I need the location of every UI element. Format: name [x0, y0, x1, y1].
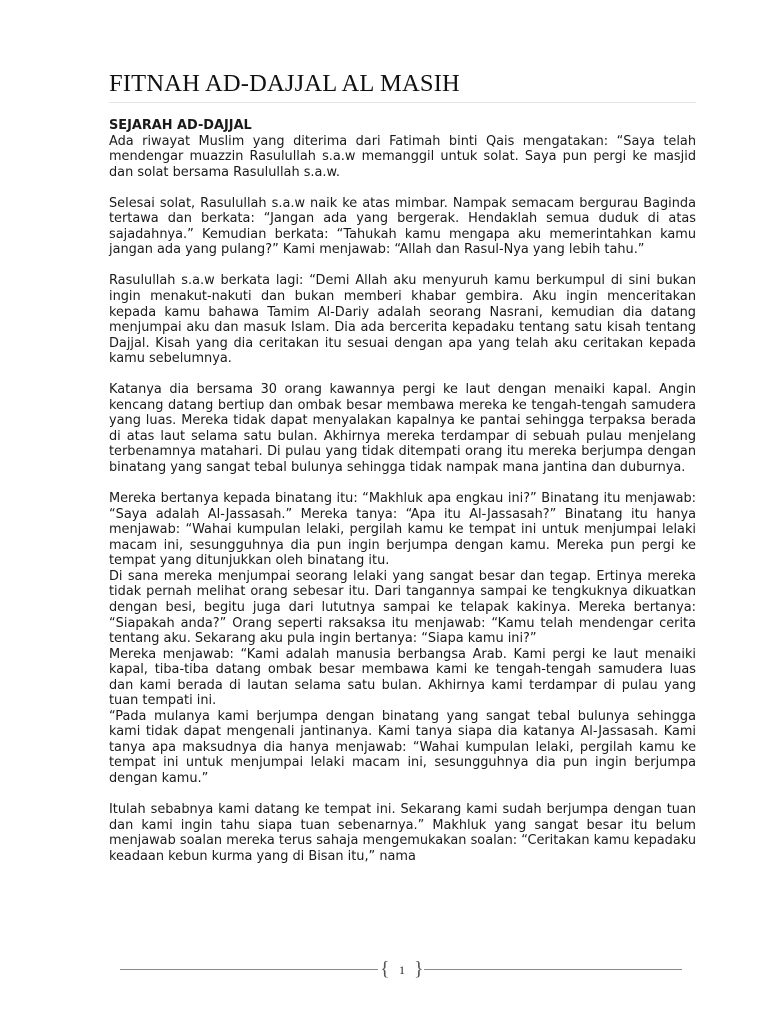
paragraph: Itulah sebabnya kami datang ke tempat ini. Sekarang kami sudah berjumpa dengan tuan dan kami ingin tahu siapa tuan sebenarnya.” Makhluk yang sangat besar itu belum menjawab soalan mereka terus sahaja mengemukakan soalan: “Ceritakan kamu kepadaku keadaan kebun kurma yang di Bisan itu,” nama: [109, 802, 696, 864]
paragraph: “Pada mulanya kami berjumpa dengan binatang yang sangat tebal bulunya sehingga kami tidak dapat mengenali jantinanya. Kami tanya siapa dia katanya Al-Jassasah. Kami tanya apa maksudnya dia hanya menjawab: “Wahai kumpulan lelaki, pergilah kamu ke tempat ini untuk menjumpai lelaki macam ini, sesungguhnya dia pun ingin berjumpa dengan kamu.”: [109, 708, 696, 786]
page-number: 1: [399, 963, 405, 977]
document-title: FITNAH AD-DAJJAL AL MASIH: [109, 70, 460, 97]
paragraph: Ada riwayat Muslim yang diterima dari Fatimah binti Qais mengatakan: “Saya telah mendengar muazzin Rasulullah s.a.w memanggil untuk solat. Saya pun pergi ke masjid dan solat bersama Rasulullah s.a.w.: [109, 133, 696, 180]
footer-rule-right: [424, 969, 682, 970]
title-divider: [109, 102, 696, 103]
left-brace-icon: {: [380, 958, 390, 980]
paragraph: Katanya dia bersama 30 orang kawannya pergi ke laut dengan menaiki kapal. Angin kencang datang bertiup dan ombak besar membawa mereka ke tengah-tengah samudera yang luas. Mereka tidak dapat menyalakan kapalnya ke pantai sehingga terpaksa berada di atas laut selama satu bulan. Akhirnya mereka terdampar di sebuah pulau menjelang terbenamnya matahari. Di pulau yang tidak ditempati orang itu mereka berjumpa dengan binatang yang sangat tebal bulunya sehingga tidak nampak mana jantina dan duburnya.: [109, 382, 696, 476]
paragraph: Di sana mereka menjumpai seorang lelaki yang sangat besar dan tegap. Ertinya mereka tidak pernah melihat orang sebesar itu. Dari tangannya sampai ke tengkuknya dikuatkan dengan besi, begitu juga dari lututnya sampai ke telapak kakinya. Mereka bertanya: “Siapakah anda?” Orang seperti raksaksa itu menjawab: “Kamu telah mendengar cerita tentang aku. Sekarang aku pula ingin bertanya: “Siapa kamu ini?”: [109, 568, 696, 647]
paragraph: Rasulullah s.a.w berkata lagi: “Demi Allah aku menyuruh kamu berkumpul di sini bukan ingin menakut-nakuti dan bukan memberi khabar gembira. Aku ingin menceritakan kepada kamu bahawa Tamim Al-Dariy adalah seorang Nasrani, kemudian dia datang menjumpai aku dan masuk Islam. Dia ada bercerita kepadaku tentang satu kisah tentang Dajjal. Kisah yang dia ceritakan itu sesuai dengan apa yang telah aku ceritakan kepada kamu sebelumnya.: [109, 273, 696, 367]
paragraph: Mereka menjawab: “Kami adalah manusia berbangsa Arab. Kami pergi ke laut menaiki kapal, tiba-tiba datang ombak besar membawa kami ke tengah-tengah samudera luas dan kami berada di lautan selama satu bulan. Akhirnya kami terdampar di pulau yang tuan tempati ini.: [109, 646, 696, 709]
footer-rule-left: [120, 969, 378, 970]
paragraph: Selesai solat, Rasulullah s.a.w naik ke atas mimbar. Nampak semacam bergurau Baginda tertawa dan berkata: “Jangan ada yang bergerak. Hendaklah semua duduk di atas sajadahnya.” Kemudian berkata: “Tahukah kamu mengapa aku memerintahkan kamu jangan ada yang pulang?” Kami menjawab: “Allah dan Rasul-Nya yang lebih tahu.”: [109, 195, 696, 258]
section-heading: SEJARAH AD-DAJJAL: [109, 118, 252, 133]
document-body: [109, 118, 696, 864]
right-brace-icon: }: [414, 958, 424, 980]
paragraph: Mereka bertanya kepada binatang itu: “Makhluk apa engkau ini?” Binatang itu menjawab: “Saya adalah Al-Jassasah.” Mereka tanya: “Apa itu Al-Jassasah?” Binatang itu hanya menjawab: “Wahai kumpulan lelaki, pergilah kamu ke tempat ini untuk menjumpai lelaki macam ini, sesungguhnya dia pun ingin berjumpa dengan kamu. Mereka pun pergi ke tempat yang ditunjukkan oleh binatang itu.: [109, 491, 696, 569]
